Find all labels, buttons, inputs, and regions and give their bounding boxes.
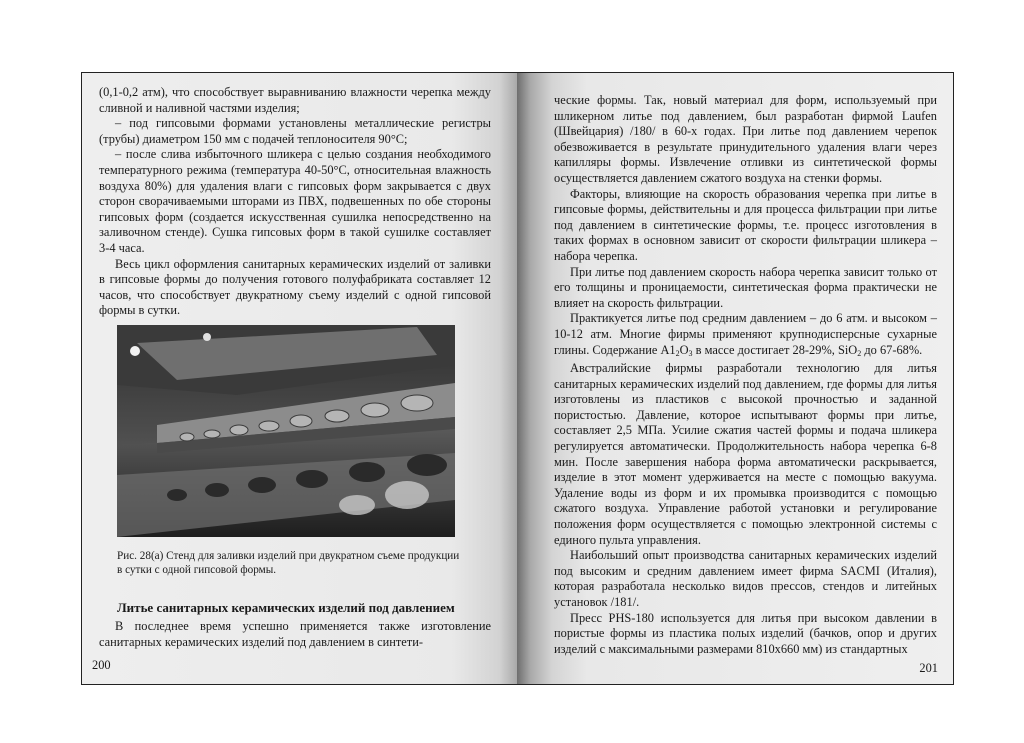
left-paragraph-4: Весь цикл оформления санитарных керамических изделий от заливки в гипсовые формы до получения готового полуфабриката составляет 12 часов, что способствует двукратному съему изделий с одной гипсовой формы в сутки. [99, 256, 491, 318]
p4-sub-1: 2 [675, 348, 680, 358]
right-paragraph-7: Пресс PHS-180 используется для литья при высоком давлении в пористые формы из пластика полых изделий (бачков, опор и других изделий с максимальными размерами 810х660 мм) из стандартных [554, 610, 937, 656]
figure-caption: Рис. 28(а) Стенд для заливки изделий при двукратном съеме продукции в сутки с одной гипсовой формы. [117, 550, 460, 576]
right-paragraph-4 [554, 311, 937, 361]
p4-text-b: O [679, 342, 689, 357]
right-paragraph-2: Факторы, влияющие на скорость образования черепка при литье в гипсовые формы, действительны и для процесса фильтрации при литье под давлением в синтетические формы, т.е. процесс изготовления в таких формах в основном зависит от скорости фильтрации шликера – набора черепка. [554, 186, 937, 263]
left-paragraph-3: – после слива избыточного шликера с целью создания необходимого температурного режима (температура 40-50°С, относительная влажность воздуха 80%) для удаления влаги с гипсовых форм закрывается с двух сторон сворачиваемыми шторами из ПВХ, подвешенных по обе стороны гипсовых форм (создается искусственная сушилка непосредственно на заливочном стенде). Сушка гипсовых форм в такой сушилке составляет 3-4 часа. [99, 147, 491, 255]
left-paragraph-2: – под гипсовыми формами установлены металлические регистры (трубы) диаметром 150 мм с подачей теплоносителя 90°С; [99, 116, 491, 146]
p4-sub-2: 3 [688, 348, 693, 358]
right-paragraph-6: Наибольший опыт производства санитарных керамических изделий под высоким и средним давлением имеет фирма SACMI (Италия), которая разработала несколько видов прессов, стендов и литейных установок /181/. [554, 548, 937, 609]
book-spread [81, 72, 954, 685]
left-page [82, 73, 517, 684]
right-paragraph-5: Австралийские фирмы разработали технологию для литья санитарных керамических изделий под давлением, где формы для литья изготовлены из пластиков с высокой прочностью и заданной пористостью. Давление, которое испытывают формы при литье, составляет 2,5 МПа. Усилие сжатия частей формы и подача шликера регулируется автоматически. Продолжительность набора черепка 6-8 мин. После завершения набора форма автоматически раскрывается, изделие в этот момент удерживается на месте с помощью вакуума. Удаление воды из форм и их промывка производится с помощью сжатого воздуха. Управление работой установки и регулирование положения форм осуществляется с помощью электронной системы с единого пульта управления. [554, 361, 937, 547]
left-bottom-paragraph: В последнее время успешно применяется также изготовление санитарных керамических изделий под давлением в синтети- [99, 619, 491, 649]
p4-text-c: в массе достигает 28-29%, SiO [692, 342, 858, 357]
page-number-left: 200 [92, 658, 111, 672]
p4-text-d: до 67-68%. [861, 342, 923, 357]
casting-stand-illustration [117, 325, 455, 537]
right-paragraph-3: При литье под давлением скорость набора черепка зависит только от его толщины и проницаемости, синтетическая форма практически не влияет на скорость фильтрации. [554, 264, 937, 310]
right-page-text [554, 93, 937, 657]
left-page-text [99, 85, 491, 319]
right-paragraph-1: ческие формы. Так, новый материал для форм, используемый при шликерном литье под давлением, был разработан фирмой Laufen (Швейцария) /180/ в 60-х годах. При литье под давлением черепок обезвоживается в результате принудительного удаления влаги через капилляры формы. Извлечение отливки из синтетической формы осуществляется давлением сжатого воздуха на стенки формы. [554, 93, 937, 185]
left-paragraph-1: (0,1-0,2 атм), что способствует выравниванию влажности черепка между сливной и наливной частями изделия; [99, 85, 491, 115]
p4-text-a: Практикуется литье под средним давлением – до 6 атм. и высоком – 10-12 атм. Многие фирмы применяют крупнодисперсные сухарные глины. Содержание A1 [554, 311, 937, 357]
casting-stand-photo [117, 325, 455, 537]
right-page [517, 73, 954, 684]
section-heading: Литье санитарных керамических изделий под давлением [117, 600, 455, 615]
p4-sub-3: 2 [857, 348, 862, 358]
page-number-right: 201 [919, 661, 938, 675]
